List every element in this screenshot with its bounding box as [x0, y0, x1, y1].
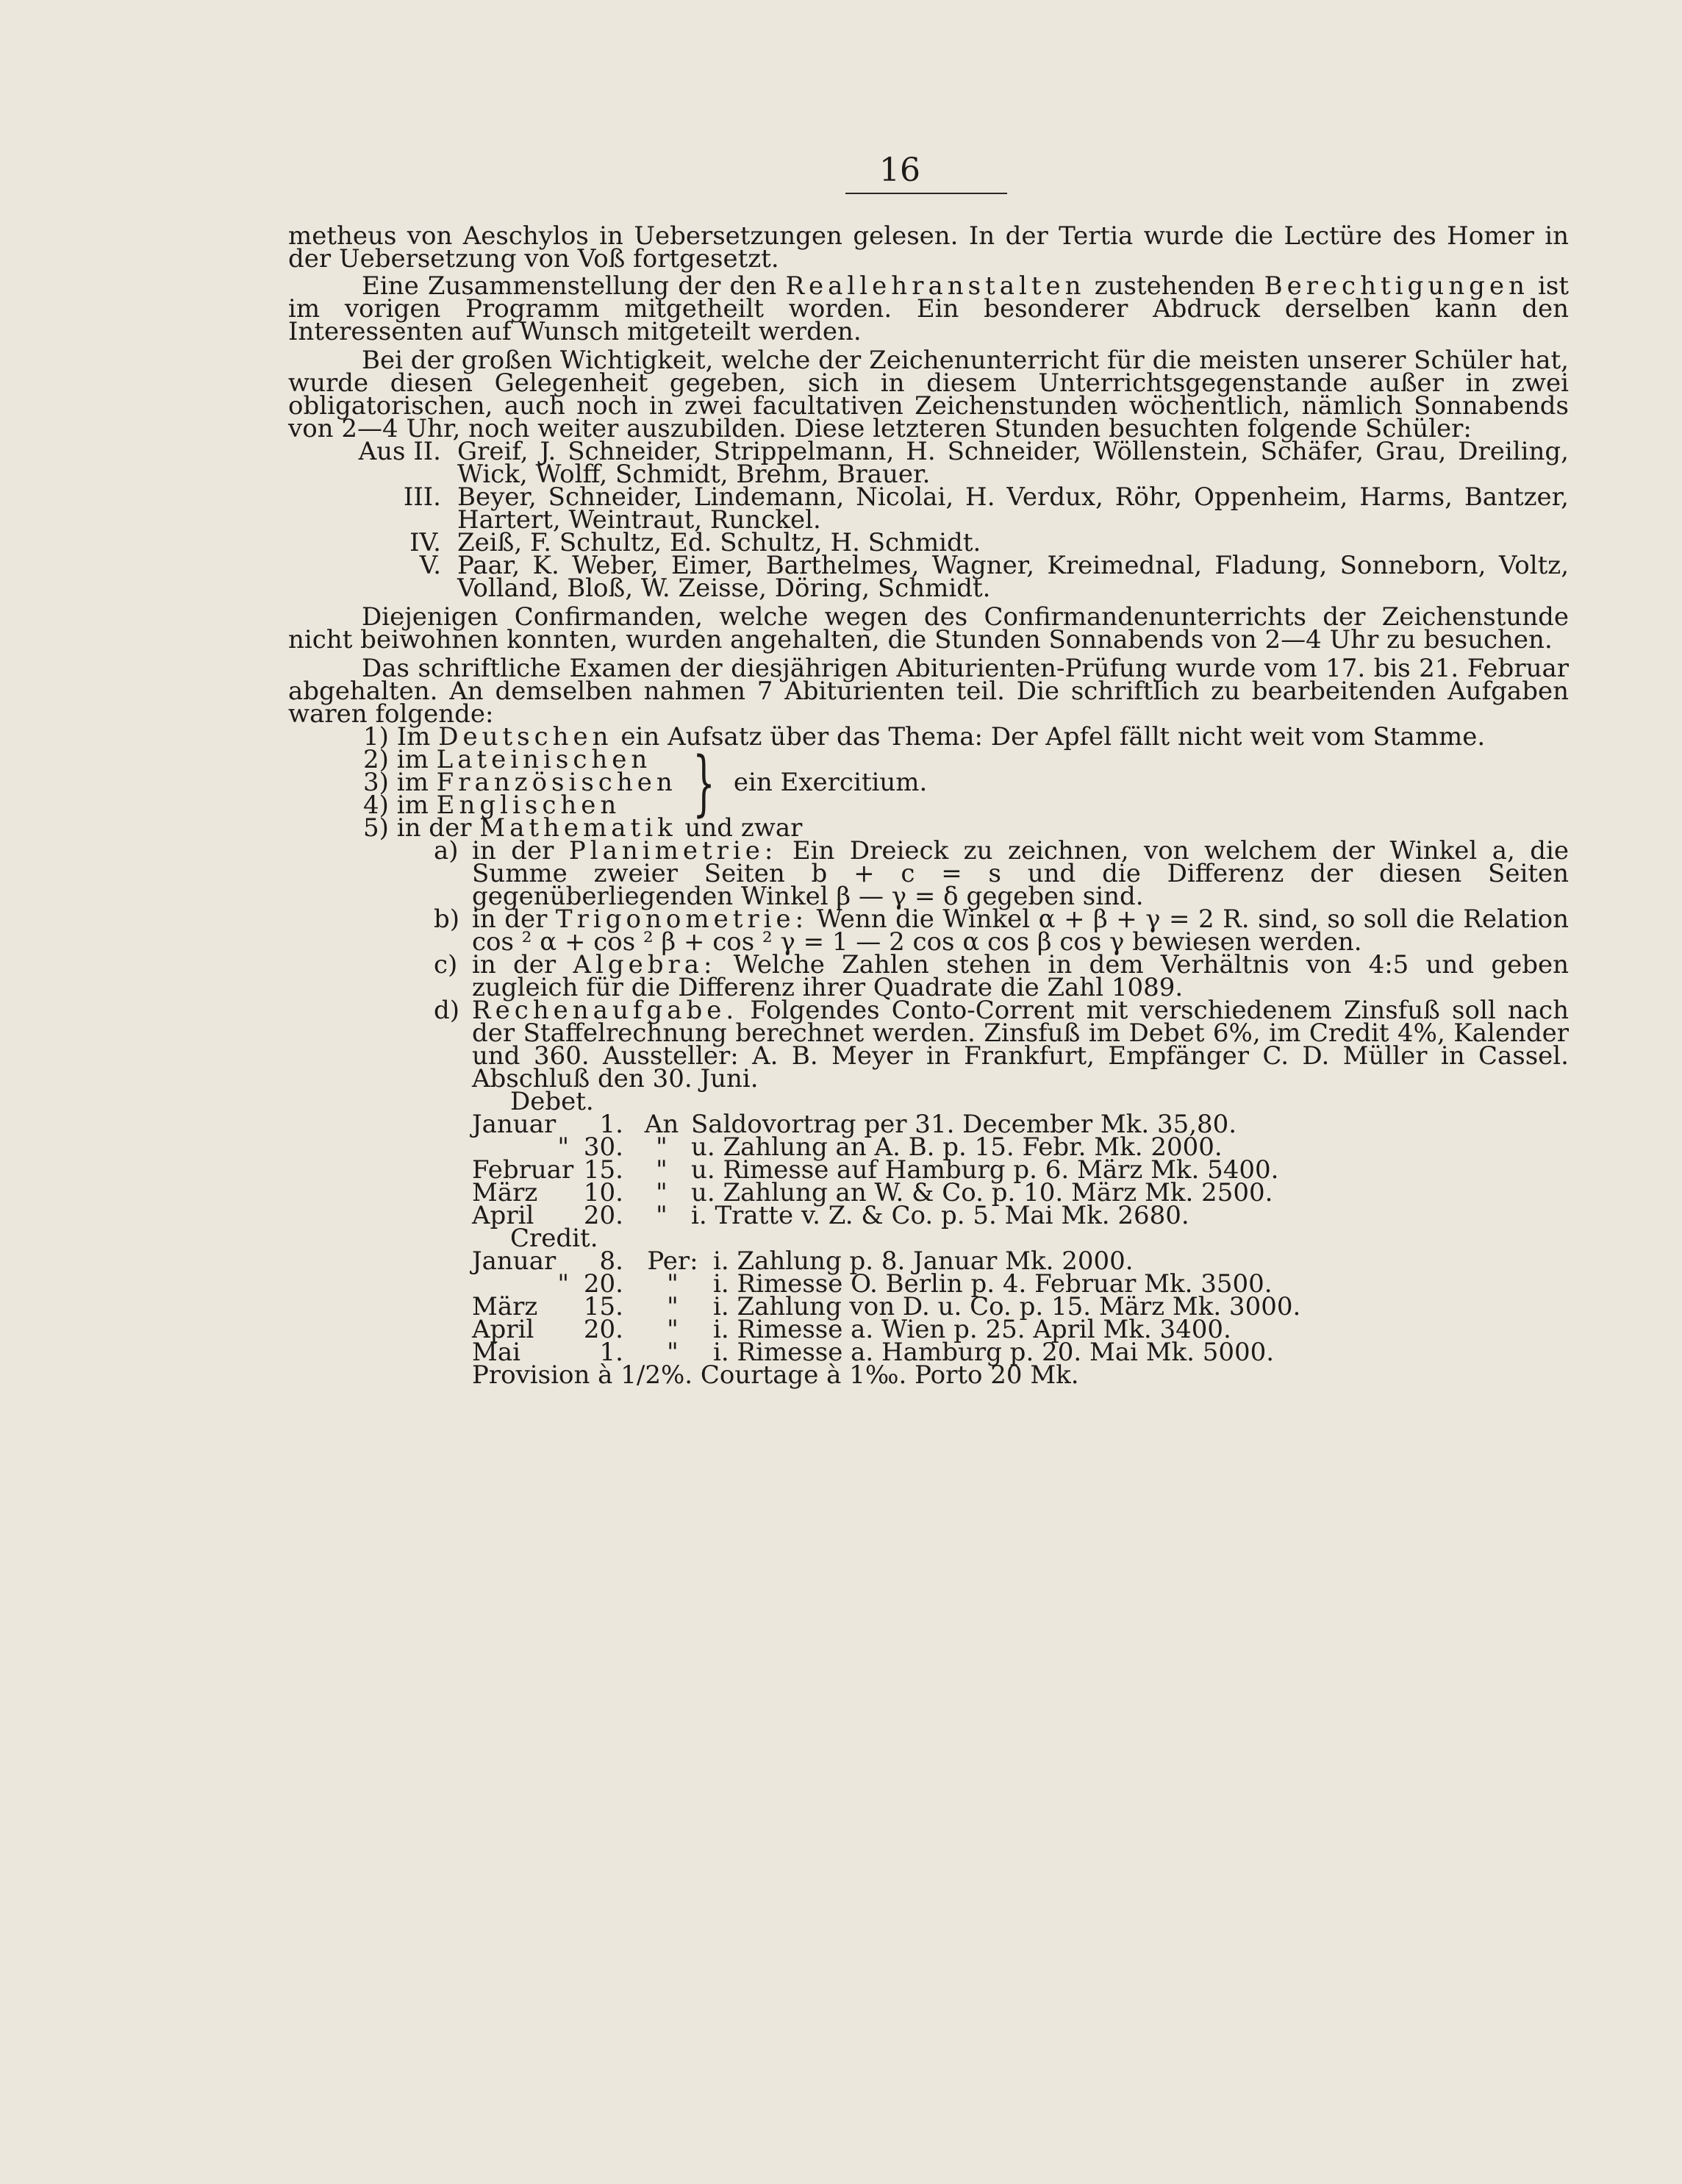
language-list — [363, 745, 677, 820]
subject-algebra: Algebra: — [573, 950, 717, 979]
ledger-text: u. Zahlung an W. & Co. p. 10. März Mk. 2500. — [691, 1178, 1273, 1207]
text-run: ein Aufsatz über das Thema: Der Apfel fällt nicht weit vom Stamme. — [612, 722, 1486, 752]
task-number: 4) — [363, 791, 389, 820]
subtask-b — [434, 904, 1569, 957]
subtask-text — [472, 836, 1569, 911]
curly-brace: } — [693, 741, 715, 824]
ledger-month: Mai — [472, 1338, 520, 1367]
grade-names: Greif, J. Schneider, Strippelmann, H. Schneider, Wöllenstein, Schäfer, Grau, Dreiling, Wick, Wolff, Schmidt, Brehm, Brauer. — [457, 437, 1569, 489]
ledger-day: 15. — [583, 1155, 623, 1185]
ledger-text: u. Rimesse auf Hamburg p. 6. März Mk. 5400. — [691, 1155, 1279, 1185]
grade-list — [288, 437, 1569, 603]
text-run: im — [396, 791, 437, 820]
ledger-text: i. Zahlung p. 8. Januar Mk. 2000. — [713, 1246, 1134, 1276]
ledger-month: " — [557, 1269, 569, 1299]
subject-mathematik: Mathematik — [479, 813, 677, 843]
ledger-prefix: " — [656, 1178, 668, 1207]
grade-label: III. — [403, 482, 441, 512]
document-body — [288, 221, 1570, 1390]
text-run: Wenn die Winkel α + β + γ = 2 R. sind, so soll die Relation cos ² α + cos ² β + cos ² γ = 1 — 2 cos α cos β cos γ bewiesen werden. — [472, 904, 1569, 957]
debet-heading: Debet. — [510, 1087, 594, 1116]
text-run: Ein Dreieck zu zeichnen, von welchem der Winkel a, die Summe zweier Seiten b + c = s und die Differenz der diesen Seiten gegenüberliegenden Winkel β — γ = δ gegeben sind. — [472, 836, 1569, 911]
ledger-prefix: " — [667, 1338, 679, 1367]
ledger-text: u. Zahlung an A. B. p. 15. Febr. Mk. 2000. — [691, 1132, 1223, 1162]
ledger-month: Januar — [472, 1246, 557, 1276]
text-run: im — [396, 745, 437, 774]
subtask-text — [472, 950, 1570, 1002]
ledger-day: 1. — [599, 1338, 623, 1367]
grade-row — [288, 551, 1569, 603]
ledger-text: i. Rimesse O. Berlin p. 4. Februar Mk. 3500. — [713, 1269, 1273, 1299]
credit-entries — [288, 1246, 1569, 1367]
text-run: Provision à — [472, 1360, 621, 1390]
ledger-prefix: " — [656, 1201, 668, 1230]
header-rule — [845, 193, 1007, 194]
ledger-prefix: " — [656, 1155, 668, 1185]
grade-label: Aus II. — [358, 437, 441, 466]
ledger-day: 1. — [599, 1110, 623, 1139]
grade-names: Zeiß, F. Schultz, Ed. Schultz, H. Schmidt. — [457, 528, 981, 557]
ledger-day: 8. — [599, 1246, 623, 1276]
provision-line — [472, 1360, 1569, 1390]
ledger-month: März — [472, 1292, 538, 1321]
grade-row — [288, 437, 1569, 489]
text-run: Folgendes Conto-Corrent mit verschiedenem Zinsfuß soll nach der Staffelrechnung berechnet werden. Zinsfuß im Debet 6%, im Credit 4%, Kalender und 360. Aussteller: A. B. Meyer in Frankfurt, Empfänger C. D. Müller in Cassel. Abschluß den 30. Juni. — [472, 996, 1569, 1093]
subtask-d — [434, 996, 1569, 1093]
text-run: in der — [396, 813, 480, 843]
ledger-text: i. Rimesse a. Wien p. 25. April Mk. 3400. — [713, 1315, 1231, 1344]
ledger-prefix: " — [667, 1292, 679, 1321]
ledger-day: 15. — [583, 1292, 623, 1321]
task-number: 2) — [363, 745, 389, 774]
ledger-text: i. Tratte v. Z. & Co. p. 5. Mai Mk. 2680. — [691, 1201, 1189, 1230]
ledger-month: März — [472, 1178, 538, 1207]
text-run: Im — [396, 722, 439, 752]
emphasis-reallehranstalten: Reallehranstalten — [785, 271, 1086, 301]
subtask-a — [434, 836, 1569, 911]
ledger-day: 30. — [583, 1132, 623, 1162]
ledger-day: 20. — [583, 1201, 623, 1230]
subtask-text — [472, 904, 1569, 957]
ledger-day: 20. — [583, 1315, 623, 1344]
paragraph-2 — [288, 271, 1570, 346]
emphasis-berechtigungen: Berechtigungen — [1264, 271, 1529, 301]
text-run: in der — [472, 836, 569, 866]
ledger-prefix: An — [644, 1110, 679, 1139]
subject-deutschen: Deutschen — [438, 722, 613, 752]
text-run: in der — [472, 904, 556, 934]
task-number: 1) — [363, 722, 389, 752]
ledger-month: April — [472, 1201, 534, 1230]
text-run: im — [396, 768, 437, 797]
subtask-text — [472, 996, 1569, 1093]
ledger-month: April — [472, 1315, 534, 1344]
subject-trigonometrie: Trigonometrie: — [555, 904, 809, 934]
text-run: und zwar — [676, 813, 803, 843]
ledger-prefix: " — [667, 1315, 679, 1344]
subject-englischen: Englischen — [436, 791, 621, 820]
text-run: Welche Zahlen stehen in dem Verhältnis von 4:5 und geben zugleich für die Differenz ihrer Quadrate die Zahl 1089. — [472, 950, 1570, 1002]
text-run: ist im vorigen Programm mitgetheilt worden. Ein besonderer Abdruck derselben kann den Interessenten auf Wunsch mitgeteilt werden. — [288, 271, 1570, 346]
debet-entries — [288, 1110, 1569, 1230]
paragraph-3: Bei der großen Wichtigkeit, welche der Zeichenunterricht für die meisten unserer Schüler hat, wurde diesen Gelegenheit gegeben, sich in diesem Unterrichtsgegenstande außer in zwei obligatorischen, auch noch in zwei facultativen Zeichenstunden wöchentlich, nämlich Sonnabends von 2—4 Uhr, noch weiter auszubilden. Diese letzteren Stunden besuchten folgende Schüler: — [288, 346, 1569, 443]
text-run: Eine Zusammenstellung der den — [362, 271, 786, 301]
grade-names: Beyer, Schneider, Lindemann, Nicolai, H. Verdux, Röhr, Oppenheim, Harms, Bantzer, Hartert, Weintraut, Runckel. — [457, 482, 1569, 535]
fraction-half: 1/2 — [620, 1360, 661, 1390]
subject-planimetrie: Planimetrie: — [568, 836, 778, 866]
ledger-row — [472, 1201, 1569, 1230]
text-run: %. Courtage à 1‰. Porto 20 Mk. — [660, 1360, 1079, 1390]
ledger-text: i. Rimesse a. Hamburg p. 20. Mai Mk. 5000. — [713, 1338, 1275, 1367]
ledger-month: Januar — [472, 1110, 557, 1139]
subtask-label: a) — [434, 836, 459, 866]
grade-label: IV. — [409, 528, 441, 557]
ledger-month: Februar — [472, 1155, 574, 1185]
subtask-label: c) — [434, 950, 458, 979]
task-number: 3) — [363, 768, 389, 797]
paragraph-5: Das schriftliche Examen der diesjährigen Abiturienten-Prüfung wurde vom 17. bis 21. Februar abgehalten. An demselben nahmen 7 Abiturienten teil. Die schriftlich zu bearbeitenden Aufgaben waren folgende: — [288, 654, 1569, 729]
grade-names: Paar, K. Weber, Eimer, Barthelmes, Wagner, Kreimednal, Fladung, Sonneborn, Voltz, Volland, Bloß, W. Zeisse, Döring, Schmidt. — [457, 551, 1569, 603]
subject-franzoesischen: Französischen — [436, 768, 677, 797]
grade-label: V. — [419, 551, 441, 580]
paragraph-1: metheus von Aeschylos in Uebersetzungen gelesen. In der Tertia wurde die Lectüre des Homer in der Uebersetzung von Voß fortgesetzt. — [288, 221, 1569, 274]
subtask-c — [434, 950, 1570, 1002]
subtask-label: d) — [434, 996, 460, 1025]
subject-rechenaufgabe: Rechenaufgabe. — [472, 996, 739, 1025]
ledger-prefix: " — [656, 1132, 668, 1162]
subtask-label: b) — [434, 904, 460, 934]
ledger-text: Saldovortrag per 31. December Mk. 35,80. — [691, 1110, 1237, 1139]
text-run: in der — [472, 950, 573, 979]
credit-heading: Credit. — [510, 1224, 598, 1253]
text-run: zustehenden — [1085, 271, 1264, 301]
language-tasks — [363, 741, 1569, 824]
task-number: 5) — [363, 813, 389, 843]
ledger-day: 20. — [583, 1269, 623, 1299]
grade-row — [288, 482, 1569, 535]
ledger-month: " — [557, 1132, 569, 1162]
ledger-prefix: Per: — [647, 1246, 698, 1276]
language-result: ein Exercitium. — [733, 768, 928, 797]
ledger-prefix: " — [667, 1269, 679, 1299]
subject-lateinischen: Lateinischen — [436, 745, 652, 774]
ledger-text: i. Zahlung von D. u. Co. p. 15. März Mk. 3000. — [713, 1292, 1301, 1321]
page-number: 16 — [879, 151, 920, 189]
ledger-day: 10. — [583, 1178, 623, 1207]
paragraph-4: Diejenigen Confirmanden, welche wegen des Confirmandenunterrichts der Zeichenstunde nicht beiwohnen konnten, wurden angehalten, die Stunden Sonnabends von 2—4 Uhr zu besuchen. — [288, 602, 1569, 654]
